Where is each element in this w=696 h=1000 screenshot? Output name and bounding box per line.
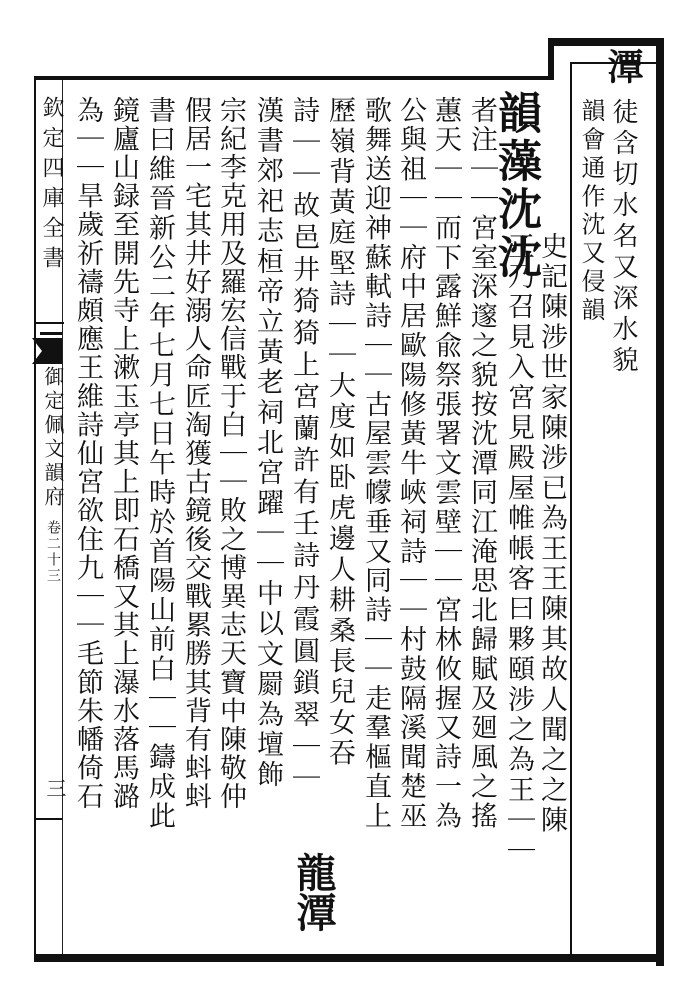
body-column-12: 書曰維晉新公二年七月七日午時於首陽山前白｜｜鑄成此 [144,96,175,831]
body-column-3: 者注｜｜宮室深邃之貌按沈潭同江淹思北歸賦及廻風之搖 [466,96,497,831]
frame-top-thin-border [34,76,554,80]
frame-step-border [548,38,554,80]
body-column-5: 公與祖｜｜府中居歐陽修黃牛峽祠詩｜｜村鼓隔溪聞楚巫 [395,96,426,831]
juan-number: 卷二十三 [45,520,61,584]
rhyme-note: 韻會通作沈又侵韻 [577,98,605,326]
reading-line: 徒含切水名又深水貌 [608,98,638,377]
frame-top-border [548,38,664,46]
headword: 韻藻沈沈 [490,90,541,282]
body-column-9: 漢書郊祀志桓帝立黃老祠北宮躍｜｜中以文罽為壇飾 [252,96,283,791]
fishtail-rule [34,322,64,324]
page-number-rule [36,818,62,820]
book-title: 御定佩文韻府 [41,366,65,510]
page-number: 三 [43,778,67,802]
body-column-4: 蕙天｜｜而下露鮮兪祭張署文雲壁｜｜宮林攸握又詩一為 [430,96,461,831]
body-column-13: 鏡廬山録至開先寺上漱玉亭其上即石橋又其上瀑水落馬潞 [108,96,139,811]
body-column-2: 王乃召見入宮見殿屋帷帳客曰夥頤涉之為王｜｜ [503,232,534,867]
next-headword: 龍潭 [290,852,337,932]
body-column-10: 宗紀李克用及羅宏信戰于白｜｜敗之博異志天寶中陳敬仲 [215,96,246,811]
header-divider-line [570,62,572,954]
body-column-7: 歷嶺背黃庭堅詩｜｜大度如卧虎邊人耕桑長兒女吞 [324,96,355,770]
body-column-6: 歌舞送迎神蘇軾詩｜｜古屋雲幪垂又同詩｜｜走羣樞直上 [360,96,391,831]
body-column-1: 史記陳涉世家陳涉已為王王陳其故人聞之之陳 [536,232,567,836]
collection-title: 欽定四庫全書 [39,96,64,276]
frame-bottom-border [34,954,664,962]
fishtail-bar [40,332,62,335]
frame-right-border [656,38,664,966]
body-column-11: 假居一宅其井好溺人命匠淘獲古鏡後交戰累勝其背有蚪蚪 [180,96,211,811]
body-column-8: 詩｜｜故邑井猗猗上宮蘭許有壬詩丹霞圓鎖翠｜｜ [288,96,319,796]
title-character: 潭 [602,48,644,86]
fishtail-mark [32,338,62,364]
body-column-14: 為｜｜旱歲祈禱頗應王維詩仙宮欲住九｜｜毛節朱幡倚石 [72,96,103,811]
